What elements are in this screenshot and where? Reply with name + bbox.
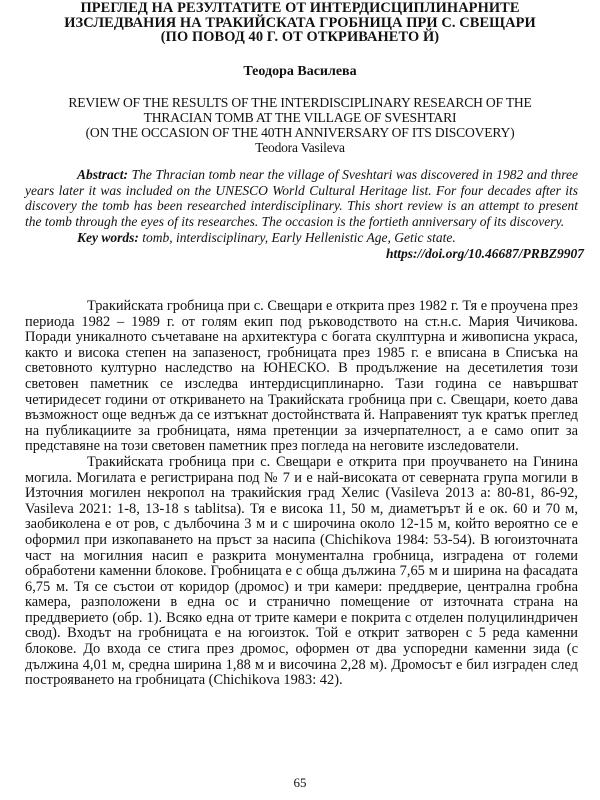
page-number: 65 bbox=[293, 775, 307, 790]
title-english bbox=[10, 95, 590, 155]
keywords-label: Key words: bbox=[77, 229, 139, 245]
abstract-paragraph bbox=[25, 167, 578, 230]
abstract-label: Abstract: bbox=[77, 167, 129, 182]
abstract-text: The Thracian tomb near the village of Sveshtari was discovered in 1982 and three years later it was included on the UNESCO World Cultural Heritage list. For four decades after its discovery the tomb has been researched interdisciplinary. This short review is an attempt to present the tomb through the eyes of its researches. The occasion is the fortieth anniversary of its discovery. bbox=[25, 167, 578, 230]
keywords-text: tomb, interdisciplinary, Early Hellenistic Age, Getic state. bbox=[138, 229, 456, 245]
title-bg-line: ПРЕГЛЕД НА РЕЗУЛТАТИТЕ ОТ ИНТЕРДИСЦИПЛИНАРНИТЕ bbox=[80, 0, 520, 16]
body-paragraph: Тракийската гробница при с. Свещари е открита през 1982 г. Тя е проучена през периода 1982 – 1989 г. от голям екип под ръководството на ст.н.с. Мария Чичикова. Поради уникалното съчетаване на архитектура с богата скулптурна и живописна украса, както и висока степен на запазеност, гробницата през 1985 г. е вписана в Списъка на световното културно наследство на ЮНЕСКО. В продължение на десетилетия този световен паметник се изследва интердисциплинарно. Тази година се навършват четиридесет години от откриването на Тракийската гробница при с. Свещари, което дава възможност още веднъж да се изтъкнат достойнствата й. Направеният тук кратък преглед на публикациите за гробницата, няма претенции за изчерпателност, а е само опит за представяне на този световен паметник през погледа на неговите изследователи. bbox=[25, 298, 578, 455]
author-english: Teodora Vasileva bbox=[255, 140, 345, 155]
author-bulgarian: Теодора Василева bbox=[243, 64, 357, 79]
keywords-line bbox=[25, 230, 578, 246]
title-en-line: REVIEW OF THE RESULTS OF THE INTERDISCIPLINARY RESEARCH OF THE bbox=[68, 95, 532, 110]
title-bg-line: (ПО ПОВОД 40 Г. ОТ ОТКРИВАНЕТО Й) bbox=[160, 29, 440, 45]
title-en-line: THRACIAN TOMB AT THE VILLAGE OF SVESHTARI bbox=[143, 110, 457, 125]
abstract-section bbox=[25, 167, 584, 261]
title-en-line: (ON THE OCCASION OF THE 40TH ANNIVERSARY OF ITS DISCOVERY) bbox=[85, 125, 515, 140]
doi-link[interactable]: https://doi.org/10.46687/PRBZ9907 bbox=[385, 245, 584, 261]
body-paragraph: Тракийската гробница при с. Свещари е открита при проучването на Гинина могила. Могилата е регистрирана под № 7 и е най-високата от северната група могили в Източния могилен некропол на тракийския град Хелис (Vasileva 2013 a: 80-81, 86-92, Vasileva 2021: 1-8, 13-18 s tablitsa). Тя е висока 11, 50 м, диаметърът й е ок. 60 и 70 м, заобиколена е от ров, с дълбочина 3 м и с широчина около 12-15 м, който вероятно се е оформил при изкопаването на пръст за насипа (Chichikova 1984: 53-54). В югоизточната част на могилния насип е разкрита монументална гробница, изградена от големи обработени каменни блокове. Гробницата е с обща дължина 7,65 м и ширина на фасадата 6,75 м. Тя се състои от коридор (дромос) и три камери: преддверие, централна гробна камера, разположени в една ос и странично помещение от източната страна на преддверието (обр. 1). Всяко една от трите камери е покрита с отделен полуцилиндричен свод). Входът на гробницата е на югоизток. Той е открит затворен с 5 реда каменни блокове. До входа се стига през дромос, оформен от два успоредни каменни зида (с дължина 4,01 м, средна ширина 1,88 м и височина 2,28 м). Дромосът е бил изграден след построяването на гробницата (Chichikova 1983: 42). bbox=[25, 453, 578, 689]
body-text bbox=[25, 299, 578, 689]
title-bulgarian bbox=[20, 1, 580, 45]
title-bg-line: ИЗСЛЕДВАНИЯ НА ТРАКИЙСКАТА ГРОБНИЦА ПРИ С. СВЕЩАРИ bbox=[64, 14, 536, 31]
